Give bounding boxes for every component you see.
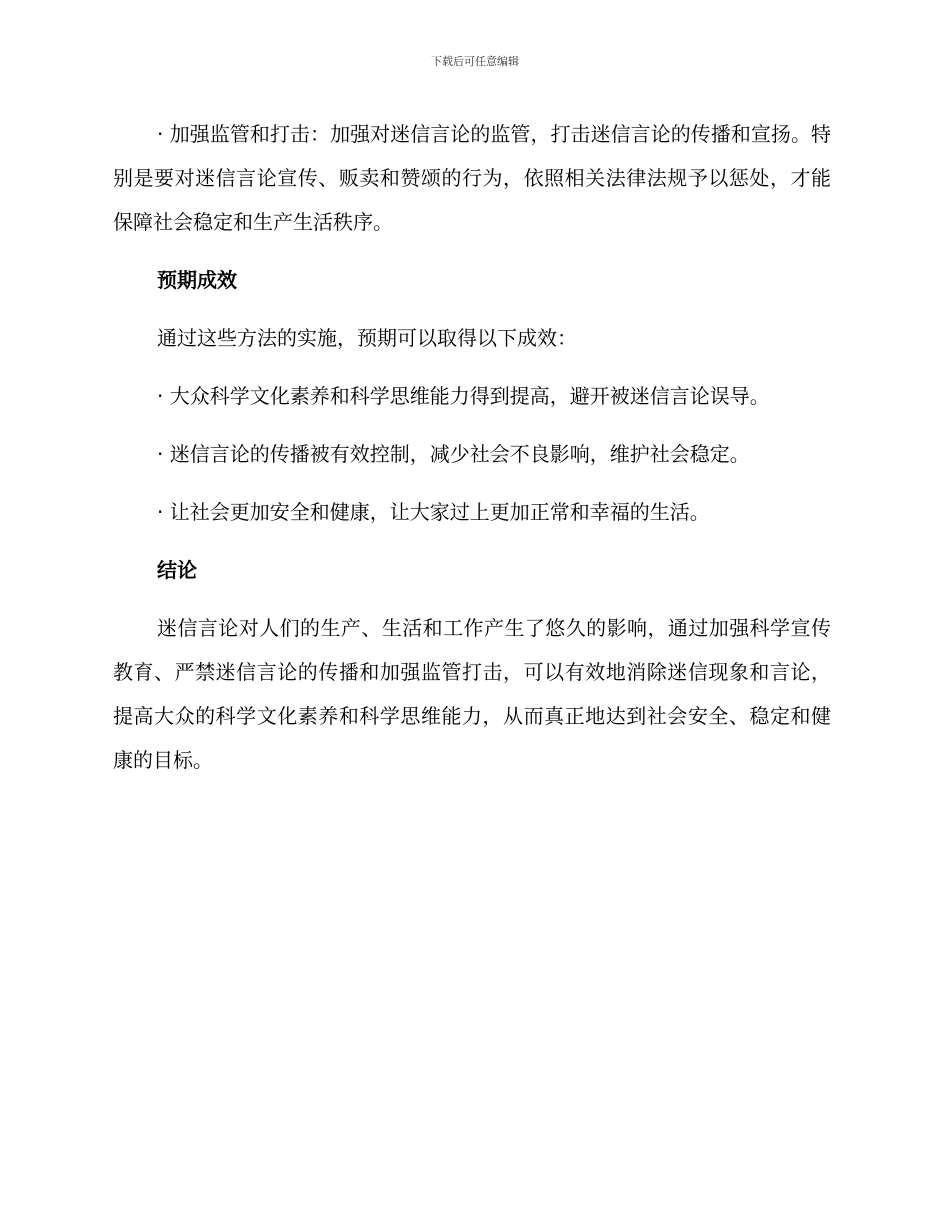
- paragraph-conclusion: 迷信言论对人们的生产、生活和工作产生了悠久的影响，通过加强科学宣传教育、严禁迷信言论的传播和加强监管打击，可以有效地消除迷信现象和言论，提高大众的科学文化素养和科学思维能力，从而真正地达到社会安全、稳定和健康的目标。: [113, 616, 831, 772]
- paragraph-intro-results: 通过这些方法的实施，预期可以取得以下成效：: [157, 326, 577, 350]
- page-header: 下载后可任意编辑: [431, 55, 519, 68]
- paragraph-supervision: · 加强监管和打击：加强对迷信言论的监管，打击迷信言论的传播和宣扬。特别是要对迷信言论宣传、贩卖和赞颂的行为，依照相关法律法规予以惩处，才能保障社会稳定和生产生活秩序。: [113, 122, 831, 234]
- section-heading-expected-results: 预期成效: [157, 268, 237, 292]
- bullet-item-control: · 迷信言论的传播被有效控制，减少社会不良影响，维护社会稳定。: [157, 442, 750, 466]
- document-body: [113, 112, 831, 782]
- section-heading-conclusion: 结论: [157, 558, 197, 582]
- bullet-item-literacy: · 大众科学文化素养和科学思维能力得到提高，避开被迷信言论误导。: [157, 384, 770, 408]
- bullet-item-safety: · 让社会更加安全和健康，让大家过上更加正常和幸福的生活。: [157, 500, 710, 524]
